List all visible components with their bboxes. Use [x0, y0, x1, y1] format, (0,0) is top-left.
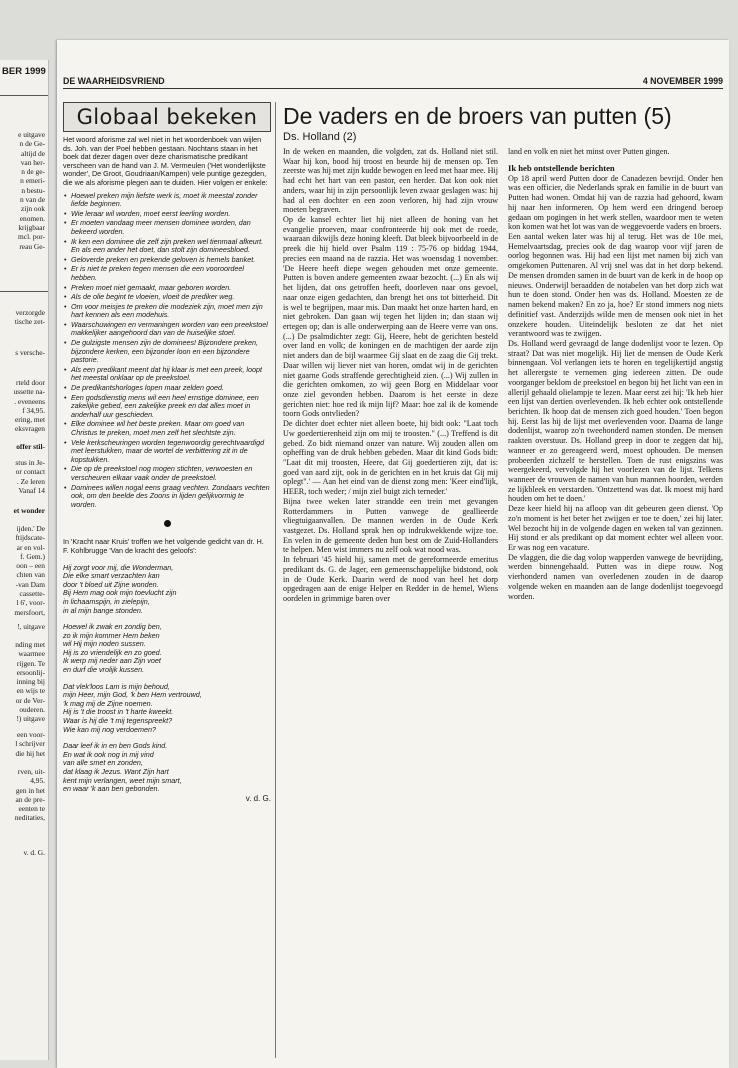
main-article — [283, 102, 723, 604]
article-paragraph: Op de kansel echter liet hij niet alleen de honing van het evangelie proeven, maar confronteerde hij ook met de roede, waaraan dikwijls deze honing kleeft. Dat bleek bijvoorbeeld in de preek die hij hield over Psalm 119 : 75-76 op biddag 1944, precies een maand na de razzia. Het was woensdag 1 november. 'De Heere heeft diepe wegen gehouden met onze gemeente. Putten is boven andere gemeenten zwaar bezocht. (...) En als wij het lijden, dat ons getroffen heeft, doorleven naar ons gevoel, naar onze eigen gedachten, dan brengt het ons tot bitterheid. Dit is wel te begrijpen, maar mis. Dan maakt het onze harten hard, en niet gebroken. Dan gaan wij tegen het lijden in; dan staan wij ertegen op; dan is alle onderwerping aan de Heere verre van ons. (...) De psalmdichter zegt: Gij, Heere, hebt de gerichten besteld over land en volk; de koningen en de machtigen der aarde zijn niet anders dan de bijl waarmee Gij slaat en de zaag die Gij trekt. Daar willen wij liever niet van horen, omdat wij in de gerichten niet gaarne Gods straffende gerechtigheid zien. (...) Wij zullen in die gerichten omkomen, zo wij geen Borg en Middelaar voor onze ziel gevonden hebben. Daarom is het eerste in deze gerichten niet: hoe red ik mijn lijf? Maar: hoe zal ik de komende toorn Gods ontvlieden? — [283, 215, 498, 419]
newspaper-page — [57, 40, 729, 1068]
sidebar-title-box — [63, 102, 271, 132]
poem-stanza: Hoewel ik zwak en zondig ben, zo ik mijn kommer Hem beken wil Hij mijn noden sussen. Hij is zo vriendelijk en zo goed. Ik werp mij neder aan Zijn voet en durf die vrolijk kussen. — [63, 622, 162, 675]
running-header — [63, 76, 723, 89]
previous-page-fragment: nding met waarmee rijgen. Te ersoonlij- inning bij en wijs te or de Ver- ouderen. !) uitgave — [15, 640, 45, 724]
aphorism-item: • Die op de preekstoel nog mogen stichten, verwoesten en verscheuren elkaar vaak onder de preekstoel. — [71, 465, 271, 482]
previous-page-fragment: rteld door ussette na- . eveneens f 34,95. ering, met eksvragen — [13, 378, 45, 434]
article-title: De vaders en de broers van putten (5) — [283, 103, 672, 129]
article-paragraph: De dichter doet echter niet alleen boete, hij bidt ook: "Laat toch Uw goedertierenheid zijn om mij te troosten." (...) Treffend is dit gebed. Zo bidt niemand onzer van nature. Wij zouden allen om opheffing van de druk hebben gebeden. Maar dit kind Gods bidt: "Laat dit mij troosten, Heere, dat Gij goedertieren zijt, dat is: goed van aard zijt, ook in de gerichten en in het kruis dat Gij mij oplegt".' — Aan het eind van de dienst zong men: 'Keer eind'lijk, HEER, toch weder; / mijn ziel buigt zich terneder.' — [283, 419, 498, 497]
column-divider — [275, 102, 276, 1058]
aphorism-item: • Er is niet te preken tegen mensen die een vooroordeel hebben. — [71, 265, 271, 282]
previous-page-fragment: verzorgde tische zet- — [14, 308, 45, 327]
previous-page-strip — [0, 60, 49, 1060]
poem-stanza: Dat vlek'loos Lam is mijn behoud, mijn Heer, mijn God, 'k ben Hem vertrouwd, 'k mag mij de Zijne noemen. Hij is 't die troost in 't harte kweekt. Waar is hij die 't mij tegenspreekt? Wie kan mij nog verdoemen? — [63, 681, 202, 734]
article-columns — [283, 147, 723, 604]
article-paragraph: Ds. Holland werd gevraagd de lange dodenlijst voor te lezen. Op straat? Dat was niet mogelijk. Hij liet de mensen de Oude Kerk binnengaan. Vol verlangen iets te horen en tegelijkertijd angstig het allerergste te vernemen ging iedereen zitten. De oude voorganger beklom de preekstoel en begon bij het licht van een in allerijl gehaald olielampje te lezen. Maar eerst zei hij: 'Ik heb hier een lijst van dertien overlevenden. Ik heb echter ook ontstellende berichten. Ik hoop dat de mensen zich goed houden.' Toen begon hij. Eerst las hij de lijst met overlevenden voor. Daarna de lange dodenlijst, waarop zo'n tweehonderd namen stonden. De mensen raakten overstuur. Ds. Holland greep in door te zeggen dat hij, wanneer er zo gereageerd werd, moest ophouden. De mensen probeerden zichzelf te herstellen. Toen de rust enigszins was weergekeerd, vervolgde hij het voorlezen van de lijst. Telkens wanneer de vrouwen de namen van hun mannen hoorden, werden ze lijkbleek en verstarden. 'Ontzettend was dat. Ik moest mij hard houden om het te doen.' — [508, 338, 723, 504]
article-column-2 — [508, 147, 723, 604]
poem-intro: In 'Kracht naar Kruis' troffen we het volgende gedicht van dr. H. F. Kohlbrugge 'Van de kracht des geloofs': — [63, 537, 264, 555]
previous-page-header: BER 1999 — [2, 66, 46, 77]
aphorism-item: • Preken moet niet gemaakt, maar geboren worden. — [71, 284, 271, 293]
sidebar-intro: Het woord aforisme zal wel niet in het woordenboek van wijlen ds. Joh. van der Poel hebben gestaan. Nochtans staan in het boek dat dezer dagen over deze charismatische predikant verscheen van de hand van J. M. Vermeulen ('Het wonderlijkste wonder', De Groot, Goudriaan/Kampen) vele puntige gezegden, die we als aforisme plegen aan te duiden. Hier volgen er enkele: — [63, 135, 268, 187]
article-paragraph: land en volk en niet het minst over Putten gingen. — [508, 147, 670, 156]
previous-page-fragment: offer stil- — [16, 442, 45, 451]
aphorism-item: • De predikantshorloges lopen maar zelden goed. — [71, 384, 271, 393]
article-paragraph: In februari '45 hield hij, samen met de gereformeerde emeritus predikant ds. G. de Jager, een gemeenschappelijke bidstond, ook in de Oude Kerk. Daarin werd de nood van heel het dorp opgedragen aan de enige Helper en Redder in de hemel, Wiens oordelen in grimmige baren over — [283, 555, 498, 604]
aphorism-item: • Er moeten vandaag meer mensen dominee worden, dan bekeerd worden. — [71, 219, 271, 236]
sidebar-title: Globaal bekeken — [76, 105, 258, 129]
article-paragraph: Een aantal weken later was hij al terug. Het was de 10e mei, Hemelvaartsdag, precies ook de dag waarop voor vijf jaren de oorlog begonnen was. Hij had een lijst met namen bij zich van omgekomen Puttenaren. Al vrij snel was dat in het dorp bekend. De mensen dromden samen in de buurt van de kerk in de hoop op nieuws. Onderwijl beraadden de notabelen van het dorp zich wat hun te doen stond. Onder hen was ds. Holland. Moesten ze de namen bekend maken? En zo ja, hoe? Er stond immers nog niets definitief vast. Anderzijds wilde men de mensen ook niet in het onzekere houden. Uiteindelijk besloten ze dat het niet verantwoord was te zwijgen. — [508, 232, 723, 339]
previous-page-fragment: rven, uit- 4,95. gen in het an de pre- eenten te neditaties, — [14, 767, 45, 823]
previous-page-fragment: stus in Je- or contact . Ze leren Vanaf 14 — [15, 458, 45, 495]
article-paragraph: Deze keer hield hij na afloop van dit gebeuren geen dienst. 'Op zo'n moment is het beter het zwijgen er toe te doen,' zei hij later. Wel bezocht hij in de volgende dagen en weken tal van gezinnen. Hij stond er als predikant op dat moment echter wel alleen voor. Er was nog een vacature. — [508, 504, 723, 553]
previous-page-fragment: ijden.' De ftijdscate- ar en vol- f. Gem.) oon – een chten van -van Dam cassette- l 6', voor- mersfoort, — [14, 524, 45, 617]
aphorism-item: • Wie leraar wil worden, moet eerst leerling worden. — [71, 210, 271, 219]
issue-date: 4 NOVEMBER 1999 — [642, 76, 723, 86]
article-column-1 — [283, 147, 498, 604]
poem-stanza: Hij zorgt voor mij, die Wonderman, Die elke smart verzachten kan door 't bloed uit Zijne wonden. Bij Hem mag ook mijn toevlucht zijn in lichaamspijn, in zielepijn, in al mijn bange stonden. — [63, 562, 177, 615]
aphorism-item: • Dominees willen nogal eens graag vechten. Zondaars vechten ook, om den beelde des Zoons in lijden gelijkvormig te worden. — [71, 484, 271, 510]
aphorism-item: • Ik ken een dominee die zelf zijn preken wel tienmaal afkeurt. En als een ander het doet, dan stolt zijn domineesbloed. — [71, 238, 271, 255]
aphorism-item: • Waarschuwingen en vermaningen worden van een preekstoel makkelijker aangehoord dan van de huiselijke stoel. — [71, 321, 271, 338]
article-paragraph: Bijna twee weken later strandde een trein met gevangen Rotterdammers in Putten vanwege de geallieerde vliegtuigaanvallen. De mannen werden in de Oude Kerk vastgezet. Ds. Holland sprak hen op indrukwekkende wijze toe. En velen in de gemeente deden hun best om de Zuid-Hollanders te helpen. Men wist immers nu zelf ook wat nood was. — [283, 496, 498, 555]
aphorism-item: • Een godsdienstig mens wil een heel ernstige dominee, een zakelijke gebed, een zakelijke preek en dat alles moet in anderhalf uur geschieden. — [71, 394, 271, 420]
previous-page-fragment: e uitgave n de Ge- altijd de van her- n de ge- n emeri- n bestu- n van de zijn ook enomen. krijgbaar mcl. por- reau Ge- — [18, 130, 45, 251]
previous-page-fragment: een voor- l schrijver die hij het — [15, 730, 45, 758]
aphorism-item: • Vele kerkscheuringen worden tegenwoordig gerechtvaardigd met leerstukken, maar de wortel de verbittering zit in de kopstukken. — [71, 439, 271, 465]
article-paragraph: Op 18 april werd Putten door de Canadezen bevrijd. Onder hen was een officier, die Nederlands sprak en familie in de buurt van Putten had wonen. Omdat hij van de razzia had gehoord, kwam hij naar hen informeren. Op hem werd een dringend beroep gedaan om pogingen in het werk stellen, waardoor men te weten kon komen wat het lot was van de weggevoerde vaders en broers. — [508, 173, 723, 232]
aphorism-item: • Als een predikant meent dat hij klaar is met een preek, loopt het meestal onklaar op de preekstoel. — [71, 366, 271, 383]
article-byline: Ds. Holland (2) — [283, 131, 357, 143]
sidebar-signature: v. d. G. — [245, 793, 271, 803]
aphorism-item: • Als de olie begint te vloeien, vloeit de prediker weg. — [71, 293, 271, 302]
newspaper-name: DE WAARHEIDSVRIEND — [63, 76, 165, 86]
article-paragraph: In de weken en maanden, die volgden, zat ds. Holland niet stil. Waar hij kon, bood hij troost en beurde hij de mensen op. Ten zeerste was hij met zijn kudde bewogen en leed met haar mee. Hij had echt het hart van een pastor, een herder. Dat kon ook niet anders, waar hij in zijn persoonlijk leven zwaar geslagen was: hij had al een dochter en een zoon verloren, hij had zijn vrouw moeten begraven. — [283, 147, 499, 215]
aphorism-item: • De gulzigste mensen zijn de dominees! Bijzondere preken, bijzondere kerken, een bijzonder loon en een bijzondere pastorie. — [71, 339, 271, 365]
sidebar-column — [63, 102, 271, 803]
aphorism-item: • Hoewel preken mijn liefste werk is, moet ik meestal zonder liefde beginnen. — [71, 192, 271, 209]
article-paragraph: De vlaggen, die die dag volop wapperden vanwege de bevrijding, werden binnengehaald. Putten was in diepe rouw. Nog vierhonderd namen van overledenen zouden in de daarop volgende weken en maanden aan de lange dodenlijst toegevoegd worden. — [508, 552, 723, 601]
previous-page-fragment: et wonder — [13, 506, 45, 515]
sidebar-text — [63, 136, 271, 803]
aphorism-item: • Geloverde preken en prekende geloven is hemels banket. — [71, 256, 271, 265]
previous-page-fragment: s versche- — [15, 348, 45, 357]
article-subheading: Ik heb ontstellende berichten — [508, 162, 615, 173]
aphorism-item: • Om voor meisjes te preken die modeziek zijn, moet men zijn hart kennen als een modehuis. — [71, 303, 271, 320]
section-dot — [164, 520, 171, 527]
previous-page-fragment: v. d. G. — [23, 848, 45, 857]
aphorism-item: • Elke dominee wil het beste preken. Maar om goed van Christus te preken, moet men zelf het slechtste zijn. — [71, 420, 271, 437]
poem-stanza: Daar leef ik in en ben Gods kind. En wat ik ook nog in mij vind van alle smet en zonden, dat klaag ik Jezus. Want Zijn hart kent mijn verlangen, weet mijn smart, en waar 'k aan ben gebonden. — [63, 741, 182, 794]
previous-page-fragment: !, uitgave — [17, 622, 45, 631]
aphorism-list — [63, 192, 271, 510]
